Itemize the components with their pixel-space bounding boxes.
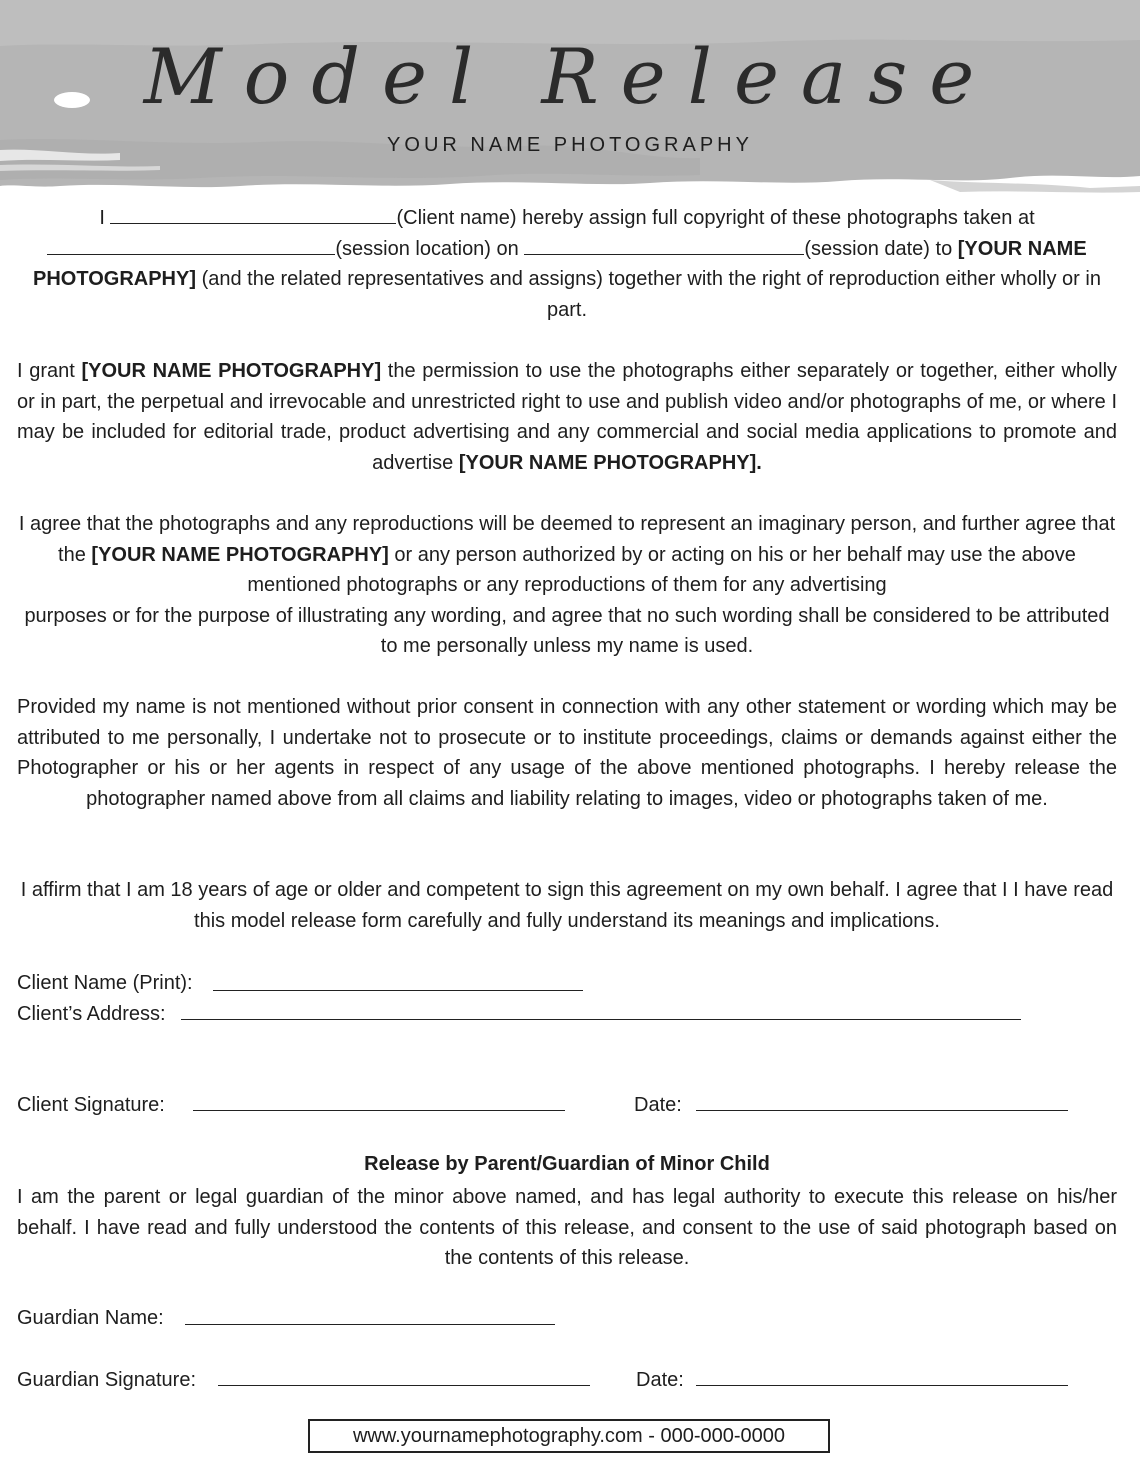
session-location-blank[interactable]	[47, 234, 335, 255]
imaginary-person-paragraph	[17, 509, 1117, 662]
client-address-label: Client’s Address:	[17, 1003, 166, 1025]
client-signature-label: Client Signature:	[17, 1094, 165, 1116]
intro-text-client: (Client name) hereby assign full copyright of these photographs taken at	[396, 207, 1035, 229]
intro-paragraph	[17, 203, 1117, 325]
imaginary-text-a: I agree that the photographs and any reproductions will be deemed to represent an imaginary person, and further agree that the	[18, 513, 1116, 566]
guardian-signature-label: Guardian Signature:	[17, 1369, 197, 1391]
grant-paragraph	[17, 356, 1117, 478]
guardian-signature-field[interactable]	[218, 1385, 590, 1386]
client-address-field[interactable]	[181, 1019, 1021, 1020]
grant-text-c: the permission to use the photographs either separately or together, either wholly or in part, the perpetual and irrevocable and unrestricted right to use and publish video and/or photographs of me, or where I may be included for editorial trade, product advertising and any commercial and social media applications to promote and advertise	[17, 360, 1118, 474]
guardian-name-label: Guardian Name:	[17, 1307, 164, 1329]
guardian-paragraph: I am the parent or legal guardian of the minor above named, and has legal authority to execute this release on his/her behalf. I have read and fully understood the contents of this release, and consent to the use of said photograph based on the contents of this release.	[17, 1186, 1117, 1270]
imaginary-text-c: or any person authorized by or acting on his or her behalf may use the above mentioned photographs or any reproductions of them for any advertising	[247, 543, 1076, 597]
footer-contact: www.yournamephotography.com - 000-000-0000	[308, 1419, 830, 1453]
header-banner	[0, 0, 1140, 200]
client-signature-field[interactable]	[193, 1110, 565, 1111]
guardian-date-label: Date:	[636, 1369, 684, 1391]
affirm-paragraph: I affirm that I am 18 years of age or older and competent to sign this agreement on my own behalf. I agree that I I have read this model release form carefully and fully understand its meanings and implications.	[20, 879, 1114, 932]
client-date-field[interactable]	[696, 1110, 1068, 1111]
imaginary-business-name: [YOUR NAME PHOTOGRAPHY]	[91, 543, 389, 566]
consent-paragraph: Provided my name is not mentioned without prior consent in connection with any other statement or wording which may be attributed to me personally, I undertake not to prosecute or to institute proceedings, claims or demands against either the Photographer or his or her agents in respect of any usage of the above mentioned photographs. I hereby release the photographer named above from all claims and liability relating to images, video or photographs taken of me.	[17, 696, 1117, 810]
intro-text-date: (session date) to	[804, 237, 953, 260]
intro-text-location: (session location) on	[335, 237, 519, 260]
session-date-blank[interactable]	[524, 234, 804, 255]
guardian-name-field[interactable]	[185, 1324, 555, 1325]
imaginary-text-d: purposes or for the purpose of illustrating any wording, and agree that no such wording shall be considered to be attributed to me personally unless my name is used.	[24, 604, 1110, 658]
grant-text-a: I grant	[17, 360, 75, 382]
client-name-blank[interactable]	[110, 203, 396, 224]
intro-text-i: I	[99, 207, 105, 229]
page-title: Model Release	[143, 32, 997, 121]
client-name-field[interactable]	[213, 990, 583, 991]
grant-business-name-end: [YOUR NAME PHOTOGRAPHY].	[458, 451, 762, 474]
intro-business-name: [YOUR NAME PHOTOGRAPHY]	[33, 237, 1087, 291]
client-date-label: Date:	[634, 1094, 682, 1116]
client-name-label: Client Name (Print):	[17, 972, 193, 994]
intro-text-rights: (and the related representatives and assigns) together with the right of reproduction either wholly or in part.	[201, 268, 1101, 321]
guardian-heading: Release by Parent/Guardian of Minor Child	[364, 1153, 770, 1175]
page-subtitle: YOUR NAME PHOTOGRAPHY	[387, 134, 753, 156]
guardian-date-field[interactable]	[696, 1385, 1068, 1386]
grant-business-name: [YOUR NAME PHOTOGRAPHY]	[81, 360, 382, 382]
